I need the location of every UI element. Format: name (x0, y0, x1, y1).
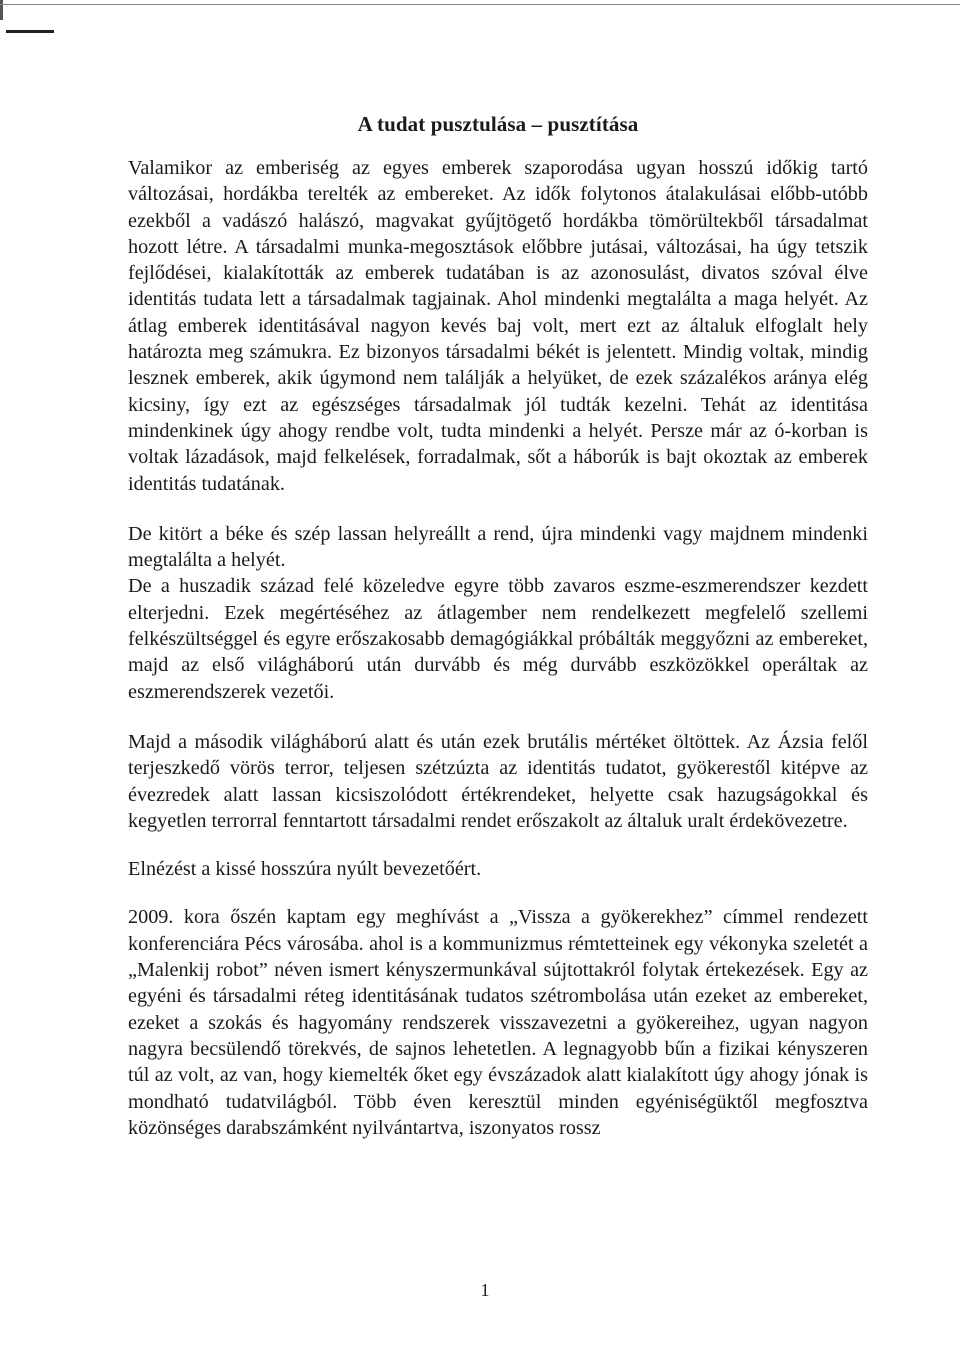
document-page (128, 112, 868, 1141)
scan-margin-mark (6, 30, 54, 33)
paragraph-spacer (128, 882, 868, 904)
paragraph-spacer (128, 497, 868, 521)
page-number: 1 (480, 1280, 490, 1300)
paragraph-twentieth-century: De a huszadik század felé közeledve egyre több zavaros eszme-eszmerendszer kezdett elterjedni. Ezek megértéséhez az átlagember nem rendelkezett megfelelő szellemi felkészültséggel és egyre erőszakosabb demagógiákkal próbálták meggyőzni az embereket, majd az első világháború után durvább és még durvább eszközökkel operáltak az eszmerendszerek vezetői. (128, 575, 868, 703)
paragraph-second-world-war: Majd a második világháború alatt és után ezek brutális mértéket öltöttek. Az Ázsia felől terjeszkedő vörös terror, teljesen szétzúzta az identitás tudatot, gyökerestől kitépve az évezredek alatt lassan kicsiszolódott értékrendeket, helyette csak hazugságokkal és kegyetlen terrorral fenntartott társadalmi rendet erőszakolt az általuk uralt érdekövezetre. (128, 730, 868, 832)
paragraph-conference: 2009. kora őszén kaptam egy meghívást a „Vissza a gyökerekhez” címmel rendezett konferenciára Pécs városába. ahol is a kommunizmus rémtetteinek egy vékonyka szeletét a „Malenkij robot” néven ismert kényszermunkával sújtottakról folytak értekezések. Egy az egyéni és társadalmi réteg identitásának tudatos szétrombolása után ezeket az embereket, ezeket a szokás és hagyomány rendszerek visszavezetni a gyökereihez, ugyan nagyon nagyra becsülendő törekvés, de sajnos lehetetlen. A legnagyobb bűn a fizikai kényszeren túl az volt, az van, hogy kiemelték őket egy évszázadok alatt kialakított úgy ahogy jónak is mondható tudatvilágból. Több éven keresztül minden egyéniségüktől megfosztva közönséges darabszámként nyilvántartva, iszonyatos rossz (128, 906, 868, 1139)
paragraph-spacer (128, 705, 868, 729)
document-title: A tudat pusztulása – pusztítása (357, 112, 639, 136)
scan-edge-mark (0, 0, 3, 20)
paragraph-spacer (128, 834, 868, 856)
paragraph-intro: Valamikor az emberiség az egyes emberek szaporodása ugyan hosszú időkig tartó változásai, hordákba terelték az embereket. Az idők folytonos átalakulásai előbb-utóbb ezekből a vadászó halászó, magvakat gyűjtögető hordákba tömörültekből társadalmat hozott létre. A társadalmi munka-megosztások előbbre jutásai, változásai, ha úgy tetszik fejlődései, kialakították az emberek tudatában is az azonosulást, divatos szóval élve identitás tudata lett a társadalmak tagjainak. Ahol mindenki megtalálta a maga helyét. Az átlag emberek identitásával nagyon kevés baj volt, mert ezt az általuk elfoglalt hely határozta meg számukra. Ez bizonyos társadalmi békét is jelentett. Mindig voltak, mindig lesznek emberek, akik úgymond nem találják a helyüket, de ezek százalékos aránya elég kicsiny, így ezt az egészséges társadalmak jól tudták kezelni. Tehát az identitása mindenkinek úgy ahogy rendbe volt, tudta mindenki a helyét. Persze már az ó-korban is voltak lázadások, majd felkelések, forradalmak, sőt a háborúk is bajt okoztak az emberek identitás tudatának. (128, 157, 868, 495)
paragraph-apology: Elnézést a kissé hosszúra nyúlt bevezetőért. (128, 858, 482, 881)
paragraph-peace: De kitört a béke és szép lassan helyreállt a rend, újra mindenki vagy majdnem mindenki megtalálta a helyét. (128, 522, 868, 572)
scan-top-border (0, 4, 960, 5)
